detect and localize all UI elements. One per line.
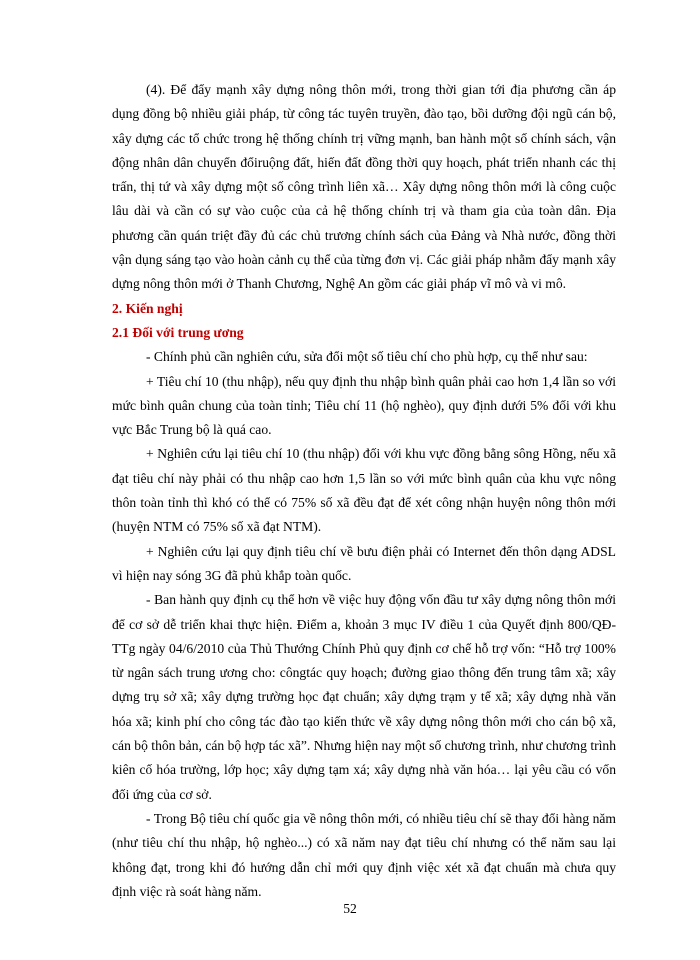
- paragraph-criterion-10-11: + Tiêu chí 10 (thu nhập), nếu quy định thu nhập bình quân phải cao hơn 1,4 lần so với mức bình quân chung của toàn tỉnh; Tiêu chí 11 (hộ nghèo), quy định dưới 5% đối với khu vực Bắc Trung bộ là quá cao.: [112, 373, 616, 438]
- paragraph-government-research: - Chính phủ cần nghiên cứu, sửa đổi một số tiêu chí cho phù hợp, cụ thể như sau:: [146, 349, 588, 365]
- heading-recommendations: 2. Kiến nghị: [112, 300, 183, 316]
- paragraph-internet-criterion: + Nghiên cứu lại quy định tiêu chí về bưu điện phải có Internet đến thôn dạng ADSL vì hiện nay sóng 3G đã phủ khắp toàn quốc.: [112, 543, 616, 583]
- heading-central-government: 2.1 Đối với trung ương: [112, 324, 244, 340]
- paragraph-annual-review: - Trong Bộ tiêu chí quốc gia về nông thôn mới, có nhiều tiêu chí sẽ thay đổi hàng năm (như tiêu chí thu nhập, hộ nghèo...) có xã năm nay đạt tiêu chí nhưng có thể năm sau lại không đạt, trong khi đó hướng dẫn chỉ mới quy định việc xét xã đạt chuẩn mà chưa quy định việc rà soát hàng năm.: [112, 810, 616, 899]
- page-content: [112, 78, 616, 904]
- page-number: 52: [343, 901, 357, 916]
- paragraph-investment-capital: - Ban hành quy định cụ thể hơn về việc huy động vốn đầu tư xây dựng nông thôn mới để cơ sở dễ triển khai thực hiện. Điểm a, khoản 3 mục IV điều 1 của Quyết định 800/QĐ-TTg ngày 04/6/2010 của Thủ Thướng Chính Phủ quy định cơ chế hỗ trợ vốn: “Hỗ trợ 100% từ ngân sách trung ương cho: côngtác quy hoạch; đường giao thông đến trung tâm xã; xây dựng trụ sở xã; xây dựng trường học đạt chuẩn; xây dựng trạm y tế xã; xây dựng nhà văn hóa xã; kinh phí cho công tác đào tạo kiến thức về xây dựng nông thôn mới cho cán bộ xã, cán bộ thôn bản, cán bộ hợp tác xã”. Nhưng hiện nay một số chương trình, như chương trình kiên cố hóa trường, lớp học; xây dựng tạm xá; xây dựng nhà văn hóa… lại yêu cầu có vốn đối ứng của cơ sở.: [112, 592, 616, 802]
- paragraph-solutions: (4). Để đẩy mạnh xây dựng nông thôn mới, trong thời gian tới địa phương cần áp dụng đồng bộ nhiều giải pháp, từ công tác tuyên truyền, đào tạo, bồi dưỡng đội ngũ cán bộ, xây dựng các tổ chức trong hệ thống chính trị vững mạnh, ban hành một số chính sách, vận động nhân dân chuyển đổiruộng đất, hiến đất đồng thời quy hoạch, phát triển nhanh các thị trấn, thị tứ và xây dựng một số công trình liên xã… Xây dựng nông thôn mới là công cuộc lâu dài và cần có sự vào cuộc của cả hệ thống chính trị và tham gia của toàn dân. Địa phương cần quán triệt đầy đủ các chủ trương chính sách của Đảng và Nhà nước, đồng thời vận dụng sáng tạo vào hoàn cảnh cụ thể của từng đơn vị. Các giải pháp nhằm đẩy mạnh xây dựng nông thôn mới ở Thanh Chương, Nghệ An gồm các giải pháp vĩ mô và vi mô.: [112, 82, 616, 292]
- paragraph-criterion-10-red-river: + Nghiên cứu lại tiêu chí 10 (thu nhập) đối với khu vực đồng bằng sông Hồng, nếu xã đạt tiêu chí này phải có thu nhập cao hơn 1,5 lần so với mức bình quân của khu vực nông thôn toàn tỉnh thì khó có thể có 75% số xã đều đạt để xét công nhận huyện nông thôn mới (huyện NTM có 75% số xã đạt NTM).: [112, 446, 616, 535]
